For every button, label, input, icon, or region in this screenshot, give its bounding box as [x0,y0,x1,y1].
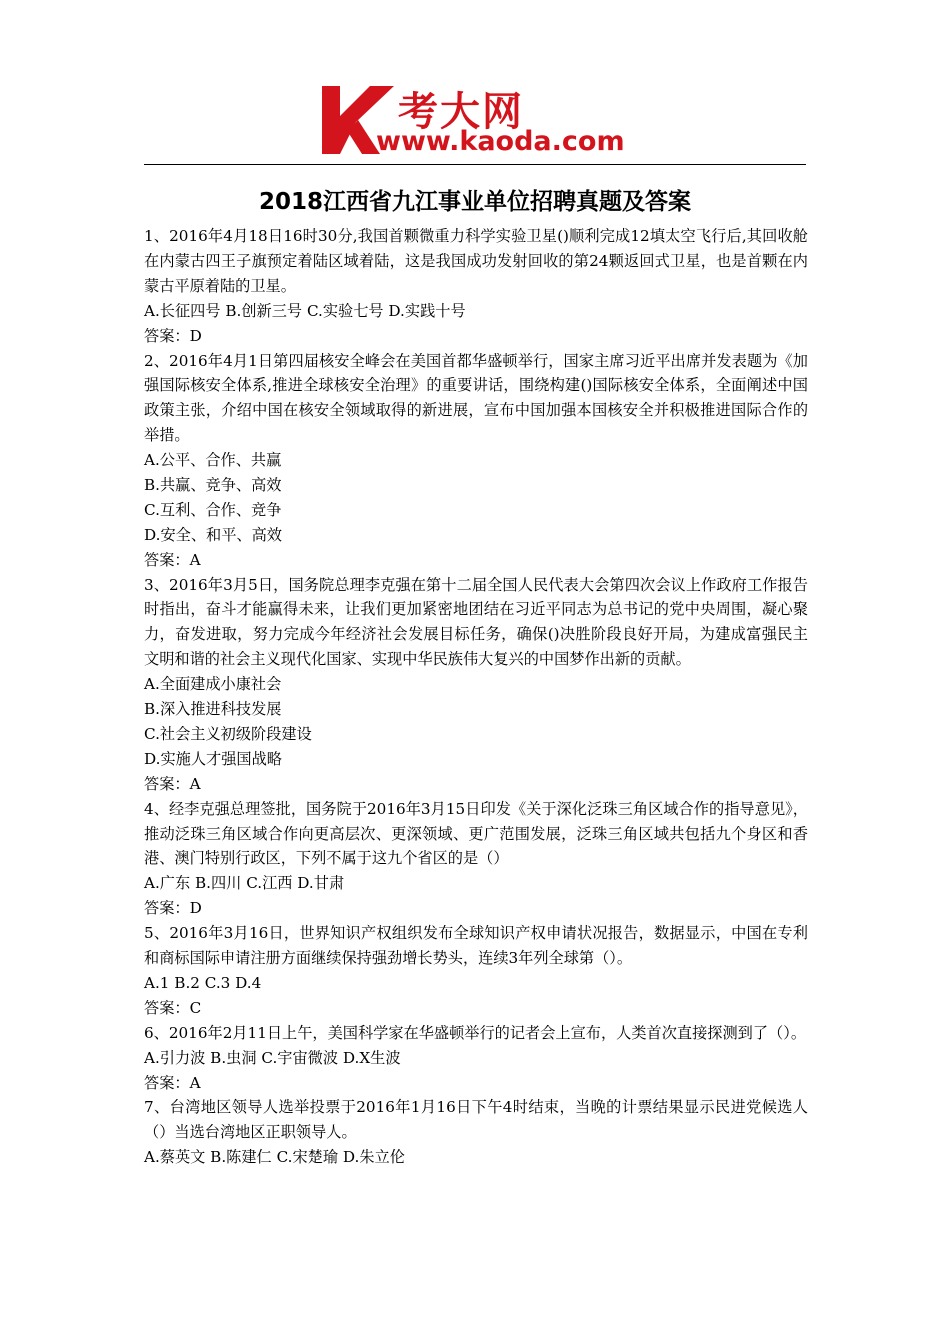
kaoda-logo [318,78,638,160]
question-stem: 5、2016年3月16日，世界知识产权组织发布全球知识产权申请状况报告，数据显示，中国在专利和商标国际申请注册方面继续保持强劲增长势头，连续3年列全球第（）。 [144,924,808,968]
logo-text: 考大网 [398,89,524,135]
option-c: C.互利、合作、竞争 [144,500,282,519]
logo-url: www.kaoda.com [376,126,625,157]
question-stem: 2、2016年4月1日第四届核安全峰会在美国首都华盛顿举行，国家主席习近平出席并发表题为《加强国际核安全体系,推进全球核安全治理》的重要讲话，围绕构建()国际核安全体系，全面阐述中国政策主张，介绍中国在核安全领域取得的新进展，宣布中国加强本国核安全并积极推进国际合作的举措。 [144,351,808,445]
option-a: A.全面建成小康社会 [144,675,282,694]
question-options: A.引力波 B.虫洞 C.宇宙微波 D.X生波 [144,1048,401,1067]
question-answer: 答案：D [144,899,202,918]
option-d: D.安全、和平、高效 [144,525,282,544]
option-c: C.社会主义初级阶段建设 [144,724,312,743]
question-stem: 1、2016年4月18日16时30分,我国首颗微重力科学实验卫星()顺利完成12填太空飞行后,其回收舱在内蒙古四王子旗预定着陆区域着陆，这是我国成功发射回收的第24颗返回式卫星，也是首颗在内蒙古平原着陆的卫星。 [144,227,808,295]
question-answer: 答案：A [144,774,201,793]
question-answer: 答案：A [144,1073,201,1092]
option-d: D.实施人才强国战略 [144,749,282,768]
question-options: A.广东 B.四川 C.江西 D.甘肃 [144,874,345,893]
question-options: A.蔡英文 B.陈建仁 C.宋楚瑜 D.朱立伦 [144,1148,405,1167]
question-stem: 3、2016年3月5日，国务院总理李克强在第十二届全国人民代表大会第四次会议上作政府工作报告时指出，奋斗才能赢得未来，让我们更加紧密地团结在习近平同志为总书记的党中央周围，凝心聚力，奋发进取，努力完成今年经济社会发展目标任务，确保()决胜阶段良好开局，为建成富强民主文明和谐的社会主义现代化国家、实现中华民族伟大复兴的中国梦作出新的贡献。 [144,575,808,669]
document-body [144,224,808,1170]
header-divider [144,164,806,165]
question-stem: 6、2016年2月11日上午，美国科学家在华盛顿举行的记者会上宣布，人类首次直接探测到了（）。 [144,1023,807,1042]
question-stem: 4、经李克强总理签批，国务院于2016年3月15日印发《关于深化泛珠三角区域合作的指导意见》，推动泛珠三角区域合作向更高层次、更深领域、更广范围发展，泛珠三角区域共包括九个身区和香港、澳门特别行政区，下列不属于这九个省区的是（） [144,799,808,868]
question-answer: 答案：A [144,550,201,569]
question-answer: 答案：C [144,998,202,1017]
question-answer: 答案：D [144,326,202,345]
question-options: A.1 B.2 C.3 D.4 [144,973,262,992]
option-a: A.公平、合作、共赢 [144,451,282,470]
question-options: A.长征四号 B.创新三号 C.实验七号 D.实践十号 [144,301,466,320]
question-stem: 7、台湾地区领导人选举投票于2016年1月16日下午4时结束，当晚的计票结果显示民进党候选人（）当选台湾地区正职领导人。 [144,1098,808,1142]
option-b: B.共赢、竞争、高效 [144,476,282,495]
option-b: B.深入推进科技发展 [144,700,282,719]
page-title: 2018江西省九江事业单位招聘真题及答案 [258,189,691,215]
